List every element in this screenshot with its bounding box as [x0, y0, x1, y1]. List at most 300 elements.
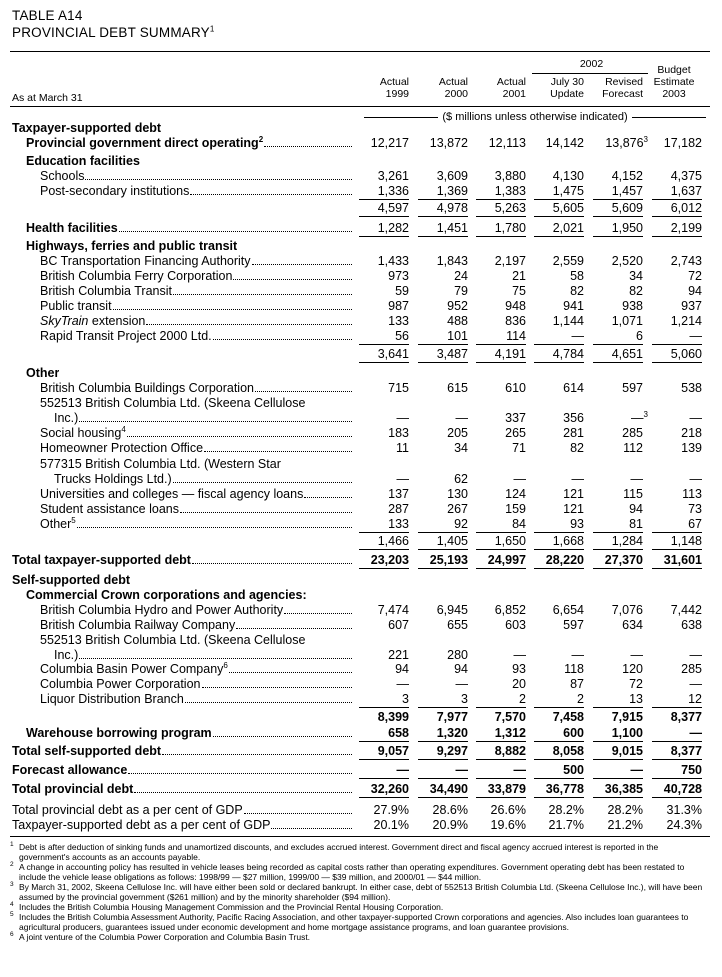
value-cell: 33,879: [487, 782, 526, 796]
value-cell: 2,197: [494, 254, 526, 268]
value-cell: 1,148: [670, 534, 702, 548]
column-header: [353, 76, 409, 100]
footnote-number: 4: [10, 901, 14, 908]
value-cell: 4,978: [436, 201, 468, 215]
row-label: [26, 153, 140, 169]
sum-underline: [593, 741, 643, 742]
value-cell: 8,882: [494, 744, 526, 758]
value-cell: 31.3%: [666, 803, 702, 817]
value-cell: 5,609: [611, 201, 643, 215]
value-cell: 25,193: [429, 553, 468, 567]
row-label: [40, 617, 354, 633]
value-cell: 7,474: [377, 603, 409, 617]
value-cell: 12,217: [370, 136, 409, 150]
value-cell: 356: [563, 411, 584, 425]
value-cell: 115: [623, 487, 643, 501]
value-cell: 597: [563, 618, 584, 632]
row-label: [12, 120, 161, 136]
value-cell: 634: [622, 618, 643, 632]
value-cell: 1,320: [436, 726, 468, 740]
value-cell: 40,728: [663, 782, 702, 796]
table-row: [0, 817, 722, 833]
value-cell: 1,475: [552, 184, 584, 198]
value-cell: —: [571, 472, 584, 486]
leader-dots: [77, 516, 352, 528]
value-cell: 1,100: [611, 726, 643, 740]
value-cell: 937: [681, 299, 702, 313]
value-cell: 28.2%: [607, 803, 643, 817]
table-row: [0, 552, 722, 568]
sum-underline: [476, 236, 526, 237]
table-row: [0, 572, 722, 588]
value-cell: 1,405: [436, 534, 468, 548]
value-cell: 9,057: [377, 744, 409, 758]
table-row: [0, 632, 722, 648]
value-cell: 8,377: [670, 710, 702, 724]
row-label: [26, 135, 354, 151]
table-row: [0, 283, 722, 299]
value-cell: 1,282: [377, 221, 409, 235]
value-cell: 218: [681, 426, 702, 440]
value-cell: —: [689, 329, 702, 343]
sum-underline: [418, 549, 468, 550]
value-cell: 3,609: [436, 169, 468, 183]
value-cell: 118: [564, 662, 584, 676]
table-row: [0, 802, 722, 818]
value-cell: 124: [505, 487, 526, 501]
value-cell: 62: [454, 472, 468, 486]
table-id: TABLE A14: [12, 8, 83, 23]
leader-dots: [85, 168, 352, 180]
value-cell: 750: [681, 763, 702, 777]
table-row: [0, 709, 722, 725]
value-cell: 12,113: [488, 136, 526, 150]
value-cell: 1,843: [436, 254, 468, 268]
column-header: [470, 76, 526, 100]
value-cell: 82: [570, 441, 584, 455]
value-cell: 28.6%: [432, 803, 468, 817]
value-cell: 21.2%: [607, 818, 643, 832]
value-cell: 27,370: [604, 553, 643, 567]
value-cell: 24.3%: [666, 818, 702, 832]
row-label-text: Total provincial debt as a per cent of GDP: [12, 803, 243, 817]
footnote-text: By March 31, 2002, Skeena Cellulose Inc. will have either been sold or declared bankrupt. In either case, debt of 552513 British Columbia Ltd. (Skeena Cellulose Inc.), will have been assumed by the provincial government ($261 million) and by the minority shareholder ($94 million).: [19, 882, 703, 902]
row-label: [40, 268, 354, 284]
header-2002-rule: [532, 73, 648, 74]
value-cell: —: [689, 411, 702, 425]
row-label: [12, 572, 130, 588]
row-label: [40, 661, 354, 677]
value-cell: —: [455, 763, 468, 777]
row-label: [40, 676, 354, 692]
units-text: ($ millions unless otherwise indicated): [442, 111, 628, 123]
value-cell: 973: [388, 269, 409, 283]
table-row: [0, 691, 722, 707]
row-label-text: Columbia Power Corporation: [40, 677, 201, 691]
value-cell: 36,385: [604, 782, 643, 796]
value-cell: 7,915: [611, 710, 643, 724]
header-as-at: As at March 31: [12, 92, 83, 104]
value-cell: 8,377: [670, 744, 702, 758]
units-rule-left: [364, 117, 438, 118]
value-cell: 114: [506, 329, 526, 343]
value-cell: 4,130: [552, 169, 584, 183]
sum-underline: [652, 568, 702, 569]
sum-underline: [359, 741, 409, 742]
value-cell: 183: [388, 426, 409, 440]
row-label-text: Taxpayer-supported debt as a per cent of GDP: [12, 818, 271, 832]
footnote-ref: 3: [643, 134, 648, 144]
value-cell: 205: [447, 426, 468, 440]
value-cell: 21: [512, 269, 526, 283]
value-cell: 1,284: [611, 534, 643, 548]
value-cell: —: [630, 763, 643, 777]
row-label: [26, 725, 354, 741]
value-cell: 12: [688, 692, 702, 706]
row-label-text: British Columbia Hydro and Power Authority: [40, 603, 284, 617]
leader-dots: [146, 313, 352, 325]
footnote-ref: 2: [258, 135, 264, 144]
row-label-text: Total self-supported debt: [12, 744, 162, 758]
row-label-text: Student assistance loans: [40, 502, 179, 516]
footnote: [10, 902, 710, 912]
row-label-text: Liquor Distribution Branch: [40, 692, 184, 706]
leader-dots: [113, 298, 352, 310]
row-label-text: 577315 British Columbia Ltd. (Western Star: [40, 457, 281, 471]
sum-underline: [534, 741, 584, 742]
value-cell: 1,668: [552, 534, 584, 548]
table-row: [0, 168, 722, 184]
footnote-number: 3: [10, 881, 14, 888]
sum-underline: [534, 216, 584, 217]
value-cell: 94: [688, 284, 702, 298]
value-cell: —: [455, 677, 468, 691]
value-cell: 337: [505, 411, 526, 425]
sum-underline: [593, 568, 643, 569]
row-label-text: British Columbia Railway Company: [40, 618, 236, 632]
value-cell: 31,601: [663, 553, 702, 567]
table-title-text: PROVINCIAL DEBT SUMMARY: [12, 25, 210, 40]
table-row: [0, 298, 722, 314]
footnote-text: A change in accounting policy has resulted in vehicle leases being recorded as capital costs rather than operating expenditures. Government operating debt has been restated to include the vehicle lease obligations as follows: 1998/99 — $27 million, 1999/00 — $39 million, and 2000/01 — $44 million.: [19, 862, 685, 882]
column-header-line: Revised: [605, 76, 643, 88]
sum-underline: [418, 778, 468, 779]
sum-underline: [652, 707, 702, 708]
value-cell: 1,650: [494, 534, 526, 548]
value-cell: 34: [454, 441, 468, 455]
leader-dots: [127, 425, 352, 437]
sum-underline: [593, 344, 643, 345]
footnote: [10, 842, 710, 862]
value-cell: 1,451: [436, 221, 468, 235]
row-label: [40, 516, 354, 532]
table-row: [0, 471, 722, 487]
value-cell: —: [513, 472, 526, 486]
table-row: [0, 346, 722, 362]
sum-underline: [359, 797, 409, 798]
row-label: [40, 632, 305, 648]
value-cell: 84: [512, 517, 526, 531]
row-label-text: Schools: [40, 169, 85, 183]
value-cell: 2,743: [670, 254, 702, 268]
value-cell: 285: [681, 662, 702, 676]
value-cell: 133: [388, 517, 409, 531]
value-cell: 13: [629, 692, 643, 706]
value-cell: 137: [388, 487, 409, 501]
value-cell: —: [513, 763, 526, 777]
sum-underline: [359, 344, 409, 345]
value-cell: 59: [395, 284, 409, 298]
sum-underline: [652, 236, 702, 237]
value-cell: 20.9%: [432, 818, 468, 832]
value-cell: 281: [563, 426, 584, 440]
table-row: [0, 220, 722, 236]
sum-underline: [534, 778, 584, 779]
value-cell: 638: [681, 618, 702, 632]
row-label-text: 552513 British Columbia Ltd. (Skeena Cellulose: [40, 396, 306, 410]
row-label-text: Other$^5$: [40, 516, 76, 531]
value-cell: 280: [447, 648, 468, 662]
row-label: [12, 743, 354, 759]
leader-dots: [119, 220, 352, 232]
column-header-line: Actual: [438, 76, 468, 88]
sum-underline: [534, 236, 584, 237]
leader-dots: [244, 802, 352, 814]
leader-dots: [264, 135, 352, 147]
sum-underline: [476, 759, 526, 760]
table-row: [0, 183, 722, 199]
value-cell: 1,383: [494, 184, 526, 198]
value-cell: —: [396, 411, 409, 425]
row-label: [12, 802, 354, 818]
value-cell: 2: [577, 692, 584, 706]
value-cell: 13,872: [429, 136, 468, 150]
value-cell: 987: [388, 299, 409, 313]
value-cell: 20: [512, 677, 526, 691]
sum-underline: [534, 797, 584, 798]
value-cell: 7,458: [552, 710, 584, 724]
units-rule-right: [632, 117, 706, 118]
row-label: [40, 168, 354, 184]
table-row: [0, 676, 722, 692]
row-label: [26, 238, 237, 254]
column-header: [646, 64, 702, 100]
value-cell: 4,784: [552, 347, 584, 361]
row-label: [12, 817, 354, 833]
value-cell: 23,203: [370, 553, 409, 567]
value-cell: 6,654: [552, 603, 584, 617]
leader-dots: [180, 501, 352, 513]
value-cell: 600: [563, 726, 584, 740]
value-cell: 2,520: [611, 254, 643, 268]
sum-underline: [418, 236, 468, 237]
row-label: [26, 587, 307, 603]
table-row: [0, 135, 722, 151]
leader-dots: [128, 762, 352, 774]
row-label-text: Social housing$^4$: [40, 425, 126, 440]
sum-underline: [652, 344, 702, 345]
value-cell: 79: [454, 284, 468, 298]
value-cell: 17,182: [663, 136, 702, 150]
value-cell: 3,641: [377, 347, 409, 361]
sum-underline: [652, 797, 702, 798]
sum-underline: [593, 778, 643, 779]
footnote-ref: 4: [121, 425, 126, 434]
value-cell: 27.9%: [373, 803, 409, 817]
table-row: [0, 328, 722, 344]
value-cell: —: [689, 472, 702, 486]
sum-underline: [476, 778, 526, 779]
table-row: [0, 313, 722, 329]
value-cell: —$^3$: [631, 409, 648, 425]
row-label-text: Rapid Transit Project 2000 Ltd.: [40, 329, 212, 343]
value-cell: —: [455, 411, 468, 425]
value-cell: 1,071: [611, 314, 643, 328]
value-cell: —: [689, 648, 702, 662]
value-cell: 938: [622, 299, 643, 313]
value-cell: 159: [505, 502, 526, 516]
sum-underline: [476, 549, 526, 550]
sum-underline: [534, 568, 584, 569]
value-cell: 9,297: [436, 744, 468, 758]
footnote-text: Includes the British Columbia Assessment Authority, Pacific Racing Association, and other taxpayer-supported Crown corporations and agencies. Also includes loan guarantees to agricultural producers, guarantees issued under economic development and home mortgage assistance programs, and loan guarantee provisions.: [19, 912, 689, 932]
value-cell: 139: [681, 441, 702, 455]
row-label-text: Commercial Crown corporations and agencies:: [26, 588, 307, 602]
row-label-text: Provincial government direct operating$^2$: [26, 135, 264, 150]
value-cell: 8,399: [377, 710, 409, 724]
column-header: [587, 76, 643, 100]
column-header-line: 2000: [444, 88, 468, 100]
table-row: [0, 456, 722, 472]
value-cell: 941: [563, 299, 584, 313]
value-cell: 87: [570, 677, 584, 691]
row-label-text: SkyTrain extension: [40, 314, 146, 328]
value-cell: —: [689, 677, 702, 691]
header-rule: [10, 106, 710, 107]
table-row: [0, 365, 722, 381]
footnotes: [10, 842, 710, 942]
leader-dots: [173, 283, 352, 295]
value-cell: 1,457: [611, 184, 643, 198]
column-header-line: 1999: [385, 88, 409, 100]
value-cell: 597: [622, 381, 643, 395]
value-cell: 24: [454, 269, 468, 283]
value-cell: 6: [636, 329, 643, 343]
row-label: [40, 395, 305, 411]
value-cell: 488: [447, 314, 468, 328]
value-cell: 610: [505, 381, 526, 395]
sum-underline: [418, 216, 468, 217]
value-cell: 34: [629, 269, 643, 283]
row-label-text: Highways, ferries and public transit: [26, 239, 238, 253]
row-label: [26, 220, 354, 236]
row-label-text: Total provincial debt: [12, 782, 134, 796]
sum-underline: [652, 549, 702, 550]
table-row: [0, 743, 722, 759]
row-label: [12, 781, 354, 797]
value-cell: 287: [388, 502, 409, 516]
column-header-line: Budget: [657, 64, 691, 76]
row-label: [12, 762, 354, 778]
row-label-text: Trucks Holdings Ltd.): [54, 472, 172, 486]
table-row: [0, 268, 722, 284]
value-cell: 538: [681, 381, 702, 395]
value-cell: 8,058: [552, 744, 584, 758]
footnote-number: 6: [10, 931, 14, 938]
footnote-ref: 5: [71, 516, 76, 525]
value-cell: 7,442: [670, 603, 702, 617]
sum-underline: [476, 362, 526, 363]
value-cell: 94: [395, 662, 409, 676]
value-cell: 82: [629, 284, 643, 298]
table-row: [0, 153, 722, 169]
row-label: [40, 183, 354, 199]
value-cell: 14,142: [545, 136, 584, 150]
leader-dots: [284, 602, 352, 614]
value-cell: 3,880: [494, 169, 526, 183]
value-cell: 5,263: [494, 201, 526, 215]
value-cell: 1,144: [552, 314, 584, 328]
value-cell: 4,152: [611, 169, 643, 183]
value-cell: 36,778: [545, 782, 584, 796]
value-cell: 112: [623, 441, 643, 455]
value-cell: 20.1%: [373, 818, 409, 832]
value-cell: 120: [622, 662, 643, 676]
row-label: [54, 410, 354, 426]
row-label-text: Public transit: [40, 299, 112, 313]
value-cell: —: [571, 648, 584, 662]
row-label: [40, 298, 354, 314]
table-row: [0, 120, 722, 136]
value-cell: 265: [505, 426, 526, 440]
value-cell: 73: [688, 502, 702, 516]
value-cell: 58: [570, 269, 584, 283]
sum-underline: [418, 568, 468, 569]
footnote-text: Debt is after deduction of sinking funds and unamortized discounts, and excludes accrued interest. Government direct and fiscal agency accrued interest is reported in the government's accounts as an accounts payable.: [19, 842, 659, 862]
column-header-line: 2003: [662, 88, 686, 100]
row-label: [40, 380, 354, 396]
value-cell: 130: [447, 487, 468, 501]
value-cell: 2,199: [670, 221, 702, 235]
leader-dots: [204, 440, 352, 452]
value-cell: 5,605: [552, 201, 584, 215]
leader-dots: [233, 268, 352, 280]
sum-underline: [534, 549, 584, 550]
table-row: [0, 725, 722, 741]
value-cell: 133: [388, 314, 409, 328]
value-cell: 1,369: [436, 184, 468, 198]
sum-underline: [476, 741, 526, 742]
column-header-line: Actual: [379, 76, 409, 88]
sum-underline: [418, 707, 468, 708]
footnote-number: 2: [10, 861, 14, 868]
leader-dots: [185, 691, 352, 703]
row-label: [40, 486, 354, 502]
leader-dots: [213, 328, 352, 340]
row-label-text: British Columbia Buildings Corporation: [40, 381, 254, 395]
value-cell: 615: [447, 381, 468, 395]
sum-underline: [359, 778, 409, 779]
row-label: [40, 691, 354, 707]
value-cell: 113: [682, 487, 702, 501]
table-title-block: [12, 7, 215, 41]
row-label-text: Self-supported debt: [12, 573, 131, 587]
value-cell: 82: [570, 284, 584, 298]
leader-dots: [252, 253, 352, 265]
row-label-text: Universities and colleges — fiscal agency loans: [40, 487, 304, 501]
value-cell: 101: [447, 329, 468, 343]
column-header-line: Update: [550, 88, 584, 100]
